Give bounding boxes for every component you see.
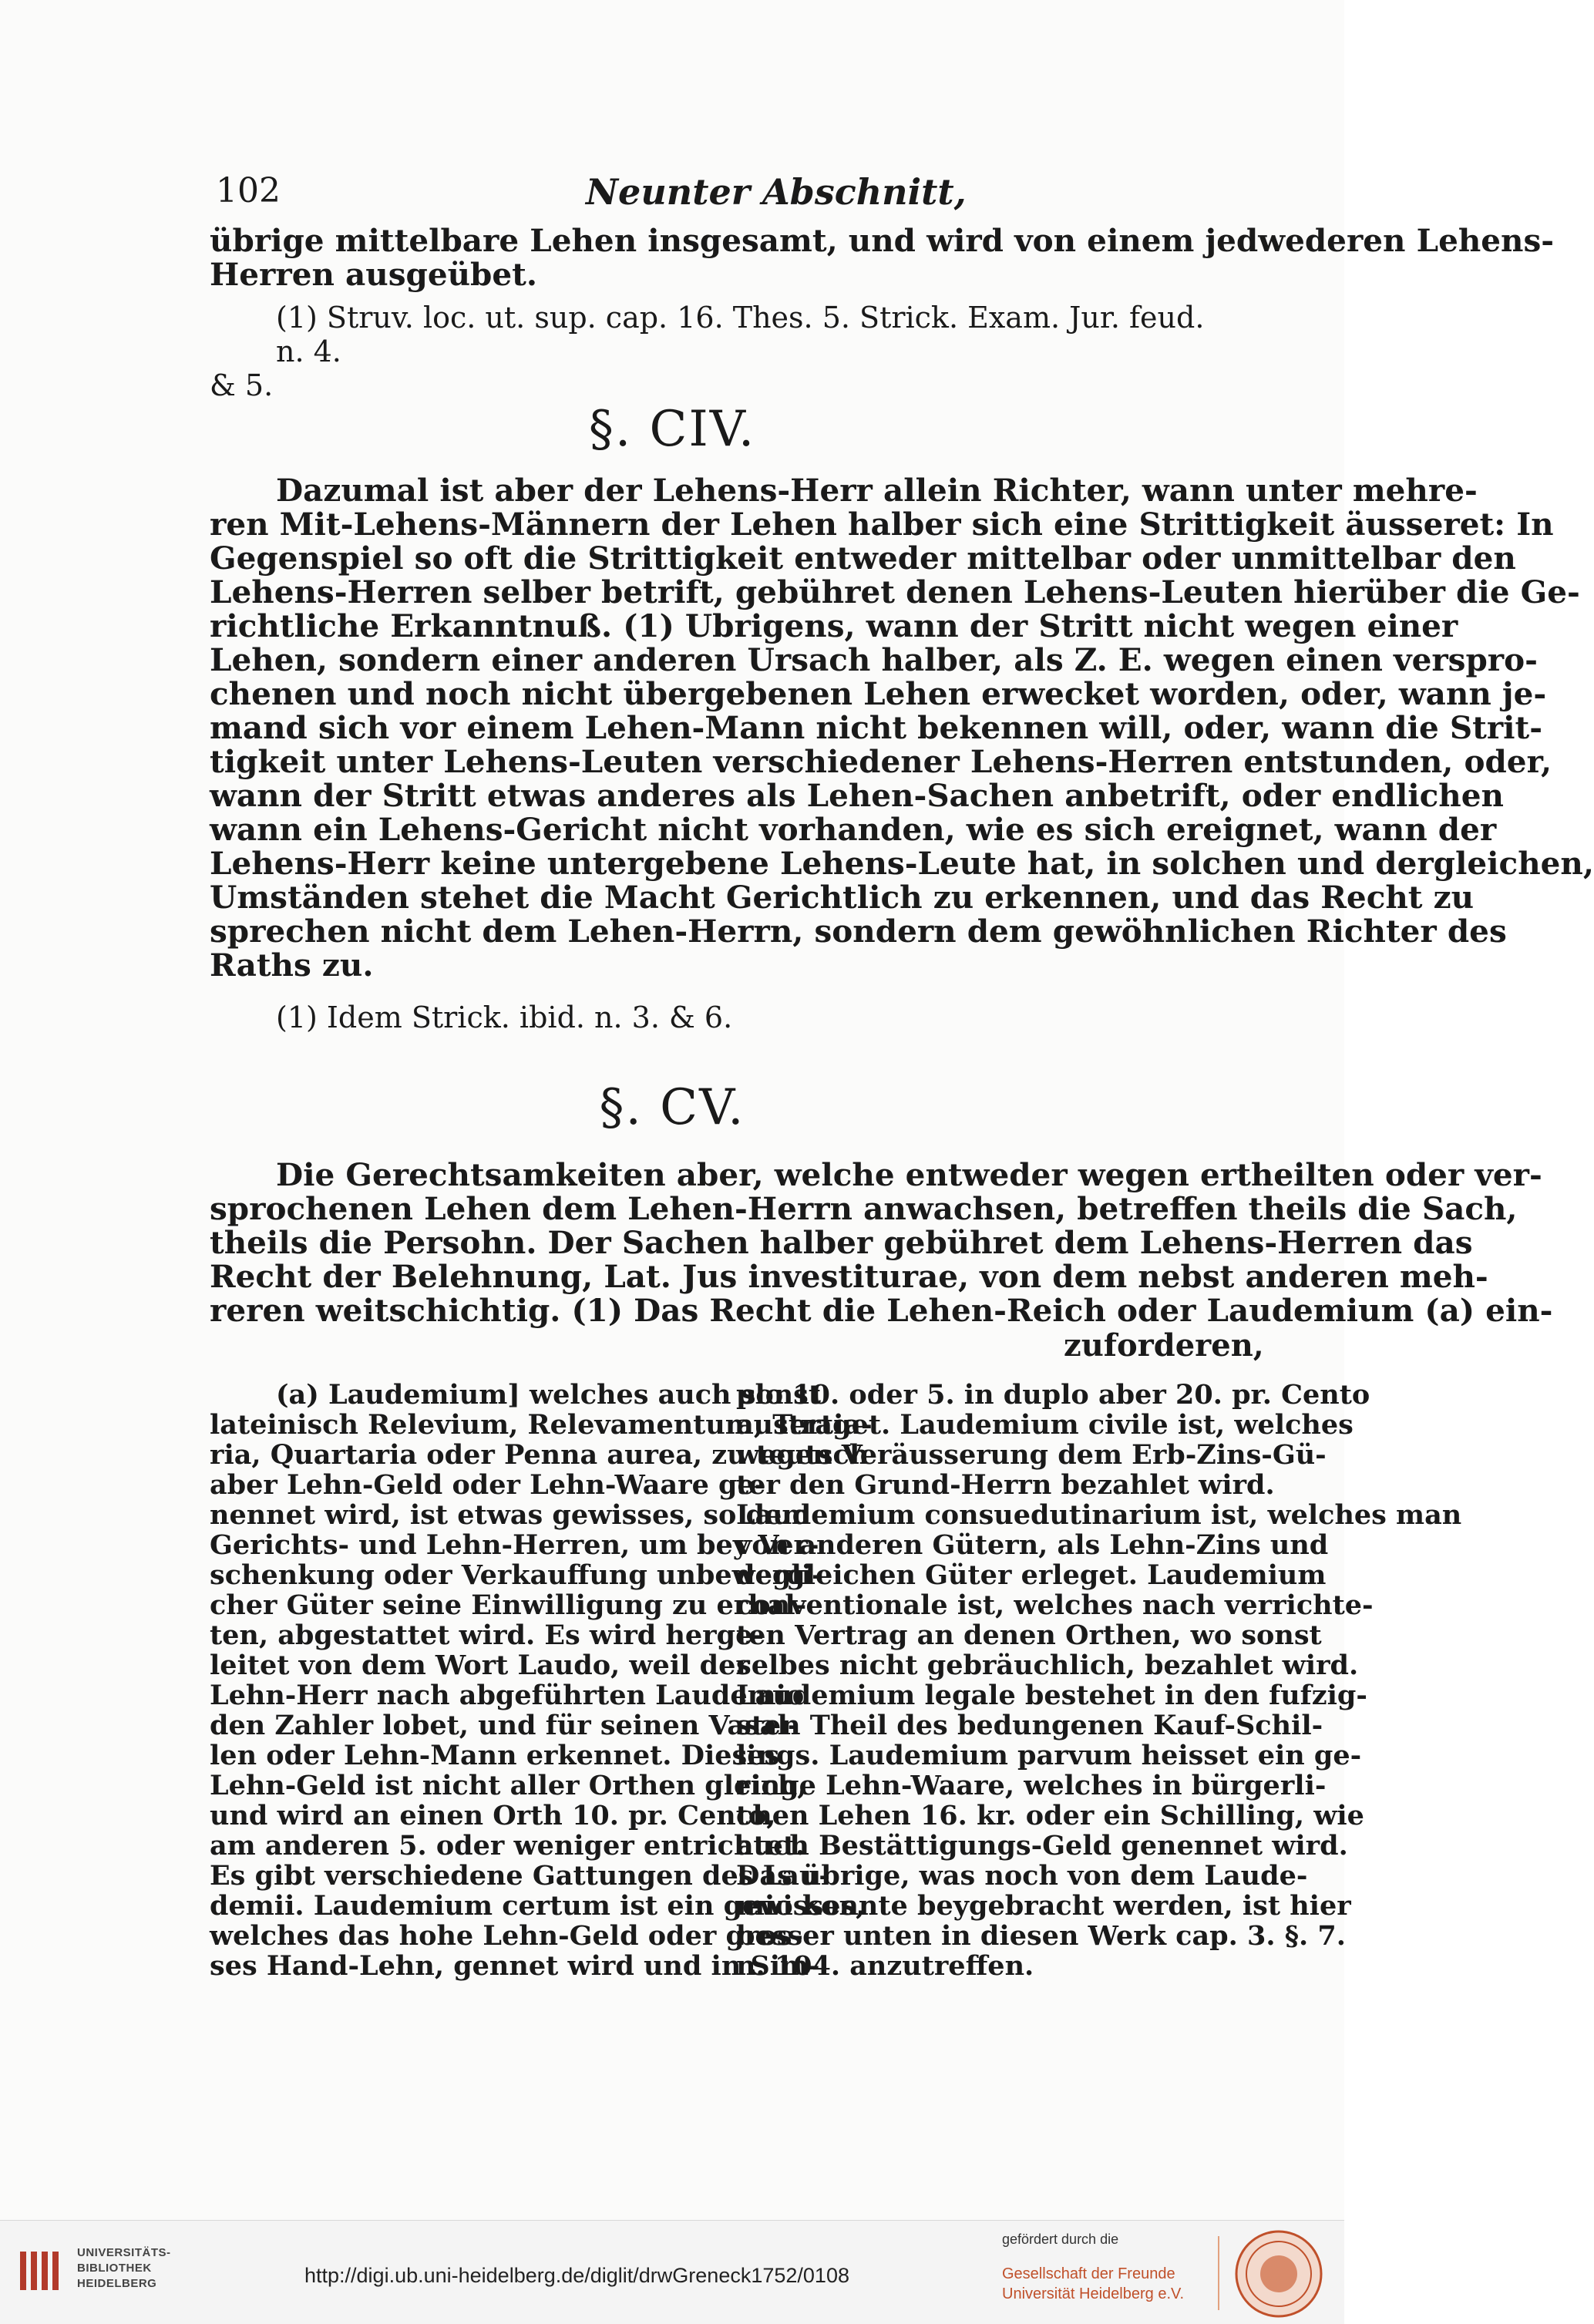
intro-footnote bbox=[210, 301, 1239, 402]
text-line: tigkeit unter Lehens-Leuten verschiedener Lehens-Herren entstunden, oder, bbox=[210, 743, 1552, 780]
footnote-line: schenkung oder Verkauffung unbewegli- bbox=[210, 1559, 823, 1591]
footnote-line: & 5. bbox=[210, 368, 274, 402]
footnote-line: conventionale ist, welches nach verrichte- bbox=[736, 1589, 1374, 1621]
footnote-line: Laudemium legale bestehet in den fufzig- bbox=[736, 1680, 1367, 1711]
footnote-line: von anderen Gütern, als Lehn-Zins und bbox=[736, 1529, 1329, 1561]
footnote-line: n. 104. anzutreffen. bbox=[736, 1950, 1034, 1982]
footnote-line: plo 10. oder 5. in duplo aber 20. pr. Cento bbox=[736, 1379, 1370, 1411]
text-line: Gegenspiel so oft die Strittigkeit entweder mittelbar oder unmittelbar den bbox=[210, 540, 1516, 577]
section-heading-civ: §. CIV. bbox=[588, 401, 756, 458]
catchword: zuforderen, bbox=[1064, 1327, 1264, 1364]
footer-divider bbox=[1218, 2236, 1219, 2310]
footnote-line: lateinisch Relevium, Relevamentum, Tertia- bbox=[210, 1409, 873, 1441]
text-line: Die Gerechtsamkeiten aber, welche entweder wegen ertheilten oder ver- bbox=[276, 1156, 1542, 1193]
page-header bbox=[216, 171, 1241, 217]
footnote-line: welches das hohe Lehn-Geld oder gros- bbox=[210, 1920, 803, 1952]
section-civ-footnote: (1) Idem Strick. ibid. n. 3. & 6. bbox=[276, 1001, 733, 1034]
footnote-line: Lehn-Geld ist nicht aller Orthen gleich, bbox=[210, 1770, 807, 1801]
footnote-line: austraget. Laudemium civile ist, welches bbox=[736, 1409, 1354, 1441]
footnote-line: am anderen 5. oder weniger entrichtet. bbox=[210, 1830, 805, 1862]
footnote-line: ria, Quartaria oder Penna aurea, zu teutsch bbox=[210, 1439, 869, 1471]
text-line: übrige mittelbare Lehen insgesamt, und wird von einem jedwederen Lehens- bbox=[210, 222, 1555, 259]
intro-paragraph bbox=[210, 222, 1555, 293]
page-number: 102 bbox=[216, 171, 281, 210]
text-line: Lehens-Herren selber betrift, gebühret denen Lehens-Leuten hierüber die Ge- bbox=[210, 573, 1580, 610]
text-line: Dazumal ist aber der Lehens-Herr allein Richter, wann unter mehre- bbox=[276, 472, 1478, 509]
footnote-line: sten Theil des bedungenen Kauf-Schil- bbox=[736, 1710, 1323, 1741]
text-line: wann ein Lehens-Gericht nicht vorhanden, wie es sich ereignet, wann der bbox=[210, 811, 1497, 848]
text-line: theils die Persohn. Der Sachen halber gebühret dem Lehens-Herren das bbox=[210, 1224, 1473, 1261]
footnote-line: nennet wird, ist etwas gewisses, so dem bbox=[210, 1499, 811, 1531]
section-civ-paragraph bbox=[210, 472, 1594, 984]
footnote-line: selbes nicht gebräuchlich, bezahlet wird. bbox=[736, 1650, 1359, 1681]
footnote-line: ses Hand-Lehn, gennet wird und in Sim- bbox=[210, 1950, 820, 1982]
footnote-line: Es gibt verschiedene Gattungen des Lau- bbox=[210, 1860, 830, 1892]
library-logo-icon bbox=[14, 2244, 68, 2298]
footnote-line: chen Lehen 16. kr. oder ein Schilling, wie bbox=[736, 1800, 1364, 1831]
text-line: wann der Stritt etwas anderes als Lehen-Sachen anbetrift, oder endlichen bbox=[210, 777, 1504, 814]
footnote-line: Das übrige, was noch von dem Laude- bbox=[736, 1860, 1308, 1892]
text-line: Umständen stehet die Macht Gerichtlich zu erkennen, und das Recht zu bbox=[210, 879, 1475, 916]
text-line: Herren ausgeübet. bbox=[210, 256, 537, 293]
text-line: chenen und noch nicht übergebenen Lehen erwecket worden, oder, wann je- bbox=[210, 675, 1547, 712]
footnote-line: (1) Struv. loc. ut. sup. cap. 16. Thes. 5. Strick. Exam. Jur. feud. n. 4. bbox=[276, 301, 1205, 368]
footnote-column-right bbox=[736, 1379, 1462, 1982]
footnote-line: aber Lehn-Geld oder Lehn-Waare ge- bbox=[210, 1469, 766, 1501]
text-line: Lehens-Herr keine untergebene Lehens-Leute hat, in solchen und dergleichen, bbox=[210, 845, 1594, 882]
footnote-line: ter den Grund-Herrn bezahlet wird. bbox=[736, 1469, 1275, 1501]
footnote-line: besser unten in diesen Werk cap. 3. §. 7. bbox=[736, 1920, 1346, 1952]
footnote-line: leitet von dem Wort Laudo, weil der bbox=[210, 1650, 750, 1681]
sponsor-name: Gesellschaft der Freunde Universität Heidelberg e.V. bbox=[1002, 2265, 1185, 2302]
text-line: richtliche Erkanntnuß. (1) Ubrigens, wann der Stritt nicht wegen einer bbox=[210, 607, 1458, 644]
university-seal-icon bbox=[1233, 2228, 1324, 2319]
text-line: sprochenen Lehen dem Lehen-Herrn anwachsen, betreffen theils die Sach, bbox=[210, 1190, 1518, 1227]
footnote-column-left bbox=[210, 1379, 873, 1982]
section-heading-cv: §. CV. bbox=[599, 1079, 745, 1136]
footnote-line: ten Vertrag an denen Orthen, wo sonst bbox=[736, 1619, 1322, 1651]
running-title: Neunter Abschnitt, bbox=[586, 171, 967, 213]
text-line: Lehen, sondern einer anderen Ursach halber, als Z. E. wegen einen verspro- bbox=[210, 641, 1538, 678]
document-url-link[interactable]: http://digi.ub.uni-heidelberg.de/diglit/drwGreneck1752/0108 bbox=[304, 2264, 849, 2287]
footnote-line: (a) Laudemium] welches auch sonst bbox=[276, 1379, 822, 1411]
section-cv-paragraph bbox=[210, 1156, 1553, 1329]
footnote-line: Laudemium consuedutinarium ist, welches man bbox=[736, 1499, 1462, 1531]
text-line: sprechen nicht dem Lehen-Herrn, sondern dem gewöhnlichen Richter des bbox=[210, 913, 1507, 950]
text-line: Raths zu. bbox=[210, 947, 374, 984]
text-line: mand sich vor einem Lehen-Mann nicht bekennen will, oder, wann die Strit- bbox=[210, 709, 1543, 746]
footnote-line: den Zahler lobet, und für seinen Vasal- bbox=[210, 1710, 799, 1741]
footnote-line: cher Güter seine Einwilligung zu erhal- bbox=[210, 1589, 807, 1621]
footnote-line: Gerichts- und Lehn-Herren, um bey Ver- bbox=[210, 1529, 819, 1561]
footnote-line: Lehn-Herr nach abgeführten Laudemio bbox=[210, 1680, 805, 1711]
footnote-line: und wird an einen Orth 10. pr. Cento, bbox=[210, 1800, 776, 1831]
footnote-line: ten, abgestattet wird. Es wird herge- bbox=[210, 1619, 764, 1651]
library-name: UNIVERSITÄTS- BIBLIOTHEK HEIDELBERG bbox=[77, 2246, 171, 2290]
footnote-line: demii. Laudemium certum ist ein gewisses, bbox=[210, 1890, 866, 1922]
text-line: ren Mit-Lehens-Männern der Lehen halber sich eine Strittigkeit äusseret: In bbox=[210, 506, 1554, 543]
text-line: Recht der Belehnung, Lat. Jus investiturae, von dem nebst anderen meh- bbox=[210, 1258, 1488, 1295]
text-line: reren weitschichtig. (1) Das Recht die Lehen-Reich oder Laudemium (a) ein- bbox=[210, 1292, 1553, 1329]
sponsor-label: gefördert durch die bbox=[1002, 2232, 1119, 2247]
footnote-line: mio konnte beygebracht werden, ist hier bbox=[736, 1890, 1351, 1922]
footnote-line: auch Bestättigungs-Geld genennet wird. bbox=[736, 1830, 1348, 1862]
footnote-line: lings. Laudemium parvum heisset ein ge- bbox=[736, 1740, 1362, 1771]
viewer-footer bbox=[0, 2220, 1344, 2324]
footnote-line: len oder Lehn-Mann erkennet. Dieses bbox=[210, 1740, 780, 1771]
footnote-line: dergleichen Güter erleget. Laudemium bbox=[736, 1559, 1327, 1591]
footnote-line: wegen Veräusserung dem Erb-Zins-Gü- bbox=[736, 1439, 1327, 1471]
footnote-line: ringe Lehn-Waare, welches in bürgerli- bbox=[736, 1770, 1327, 1801]
